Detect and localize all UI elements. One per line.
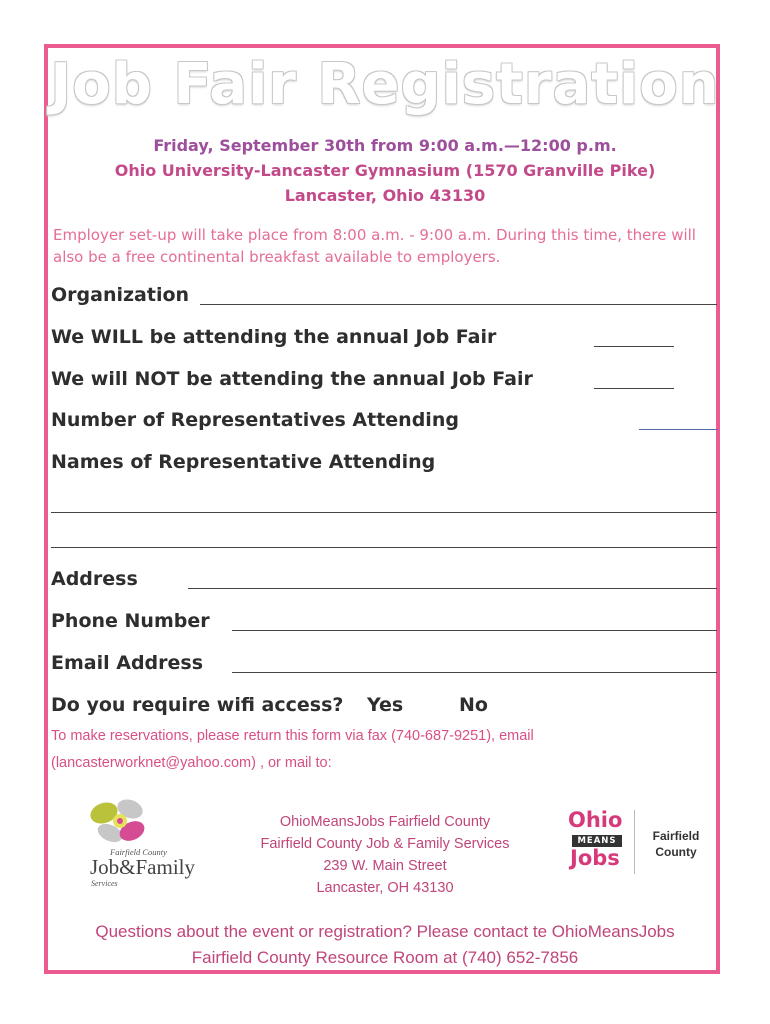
mail-address-line-2: Fairfield County Job & Family Services (260, 836, 510, 852)
rep-names-field-1[interactable] (51, 512, 717, 513)
wifi-yes-option[interactable]: Yes (367, 694, 404, 716)
flower-logo-icon (86, 795, 156, 847)
mail-address-line-4: Lancaster, OH 43130 (316, 880, 454, 896)
will-not-attend-label: We will NOT be attending the annual Job Fair (51, 368, 533, 390)
reservation-line-1: To make reservations, please return this form via fax (740-687-9251), email (51, 728, 534, 744)
num-reps-field[interactable] (639, 429, 718, 430)
reservation-line-2: (lancasterworknet@yahoo.com) , or mail to: (51, 755, 332, 771)
logo-divider (634, 810, 635, 874)
page-title: Job Fair Registration (50, 52, 720, 117)
ohio-means-jobs-logo (566, 808, 716, 880)
logo-jobs-text: Jobs (570, 846, 620, 870)
address-field[interactable] (188, 588, 717, 589)
organization-field[interactable] (200, 304, 717, 305)
organization-label: Organization (51, 284, 190, 306)
job-family-services-logo (84, 795, 204, 890)
wifi-question: Do you require wifi access? (51, 694, 344, 716)
logo-county-name: Fairfield County (652, 829, 700, 859)
logo-means-text: MEANS (572, 835, 622, 847)
address-label: Address (51, 568, 138, 590)
logo-county-text: Fairfield County (110, 847, 167, 857)
will-attend-field[interactable] (594, 346, 674, 347)
phone-field[interactable] (232, 630, 717, 631)
event-city: Lancaster, Ohio 43130 (284, 186, 486, 205)
logo-sub-text: Services (91, 879, 118, 888)
logo-ohio-text: Ohio (568, 808, 623, 832)
num-reps-label: Number of Representatives Attending (51, 409, 459, 431)
phone-label: Phone Number (51, 610, 210, 632)
email-field[interactable] (232, 672, 717, 673)
mail-address-line-3: 239 W. Main Street (323, 858, 447, 874)
footer-line-2: Fairfield County Resource Room at (740) 652-7856 (191, 948, 579, 967)
mail-address-line-1: OhioMeansJobs Fairfield County (279, 814, 491, 830)
footer-line-1: Questions about the event or registration? Please contact te OhioMeansJobs (95, 922, 675, 941)
setup-note: Employer set-up will take place from 8:00 a.m. - 9:00 a.m. During this time, there will also be a free continental breakfast available to employers. (53, 226, 696, 266)
rep-names-field-2[interactable] (51, 547, 717, 548)
logo-name-text: Job&Family (90, 855, 196, 879)
event-date-time: Friday, September 30th from 9:00 a.m.—12:00 p.m. (153, 136, 617, 155)
will-not-attend-field[interactable] (594, 388, 674, 389)
email-label: Email Address (51, 652, 204, 674)
rep-names-label: Names of Representative Attending (51, 451, 436, 473)
wifi-no-option[interactable]: No (459, 694, 488, 716)
event-location: Ohio University-Lancaster Gymnasium (1570 Granville Pike) (114, 161, 656, 180)
will-attend-label: We WILL be attending the annual Job Fair (51, 326, 497, 348)
